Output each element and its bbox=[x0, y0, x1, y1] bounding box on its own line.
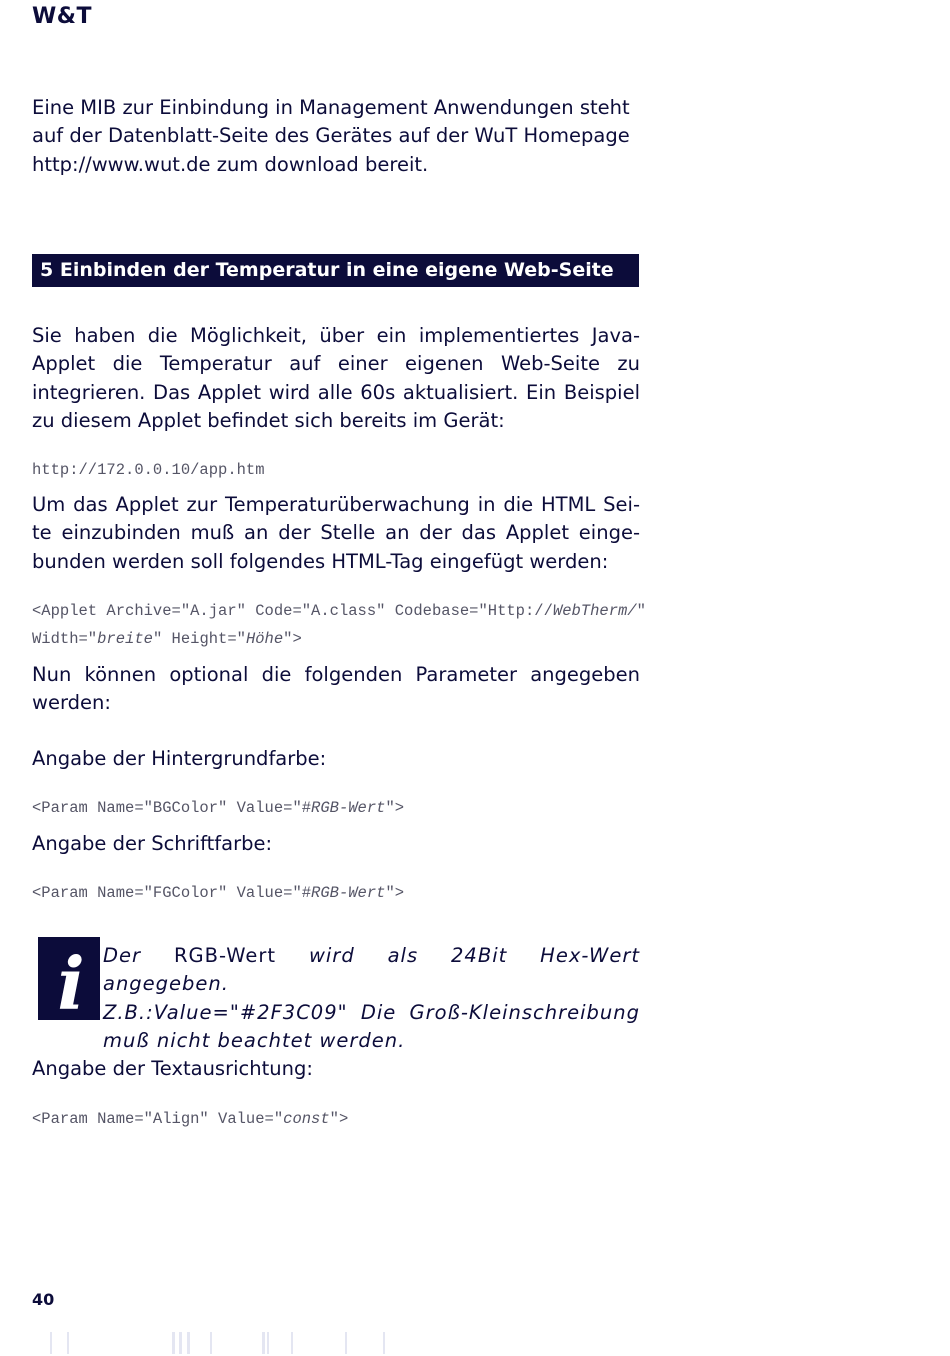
align-label bbox=[32, 1055, 640, 1083]
text-line: Um das Applet zur Temperaturüberwachung in die HTML Sei- bbox=[32, 493, 640, 516]
code-segment: "> bbox=[329, 1110, 349, 1128]
text-line: Angabe der Textausrichtung: bbox=[32, 1057, 313, 1080]
text-line: bunden werden soll folgendes HTML-Tag eingefügt werden: bbox=[32, 549, 609, 573]
embed-paragraph bbox=[32, 491, 640, 576]
code-segment: Width=" bbox=[32, 630, 98, 648]
text-line: Sie haben die Möglichkeit, über ein implementiertes Java- bbox=[32, 324, 640, 347]
code-segment: " Height=" bbox=[152, 630, 246, 648]
note-segment: RGB-Wert bbox=[173, 944, 277, 967]
text-line: Nun können optional die folgenden Parameter angegeben bbox=[32, 663, 640, 686]
bgcolor-label bbox=[32, 745, 640, 773]
code-segment: "> bbox=[283, 630, 302, 648]
code-segment: "> bbox=[385, 884, 405, 902]
section-heading: 5 Einbinden der Temperatur in eine eigene Web-Seite bbox=[32, 254, 639, 287]
align-code bbox=[32, 1105, 348, 1133]
code-placeholder: WebTherm/ bbox=[552, 602, 637, 620]
info-note bbox=[103, 942, 640, 1055]
text-line: te einzubinden muß an der Stelle an der das Applet einge- bbox=[32, 521, 640, 545]
note-line: muß nicht beachtet werden. bbox=[103, 1028, 406, 1052]
info-icon bbox=[38, 937, 100, 1020]
fgcolor-label bbox=[32, 830, 640, 858]
code-segment: "> bbox=[385, 799, 405, 817]
info-icon-letter: i bbox=[57, 941, 85, 1020]
note-line: Z.B.:Value="#2F3C09" Die Groß-Kleinschreibung bbox=[103, 1000, 640, 1024]
text-line: Eine MIB zur Einbindung in Management Anwendungen steht bbox=[32, 96, 630, 119]
code-placeholder: RGB-Wert bbox=[311, 884, 386, 902]
intro-paragraph bbox=[32, 94, 640, 179]
code-placeholder: Höhe bbox=[245, 630, 284, 648]
note-line bbox=[103, 942, 640, 999]
example-url-code: http://172.0.0.10/app.htm bbox=[32, 461, 265, 479]
applet-tag-line-2 bbox=[32, 625, 302, 653]
applet-tag-line-1 bbox=[32, 597, 646, 625]
applet-intro-paragraph bbox=[32, 322, 640, 435]
code-segment: <Param Name="Align" Value=" bbox=[32, 1110, 284, 1128]
code-segment: <Param Name="FGColor" Value="# bbox=[32, 884, 312, 902]
text-line: http://www.wut.de zum download bereit. bbox=[32, 152, 429, 176]
text-line: werden: bbox=[32, 691, 111, 715]
print-mark-bars bbox=[36, 1332, 456, 1354]
text-line: Angabe der Schriftfarbe: bbox=[32, 832, 273, 855]
text-line: auf der Datenblatt-Seite des Gerätes auf der WuT Homepage bbox=[32, 124, 630, 148]
code-placeholder: RGB-Wert bbox=[311, 799, 386, 817]
parameters-paragraph bbox=[32, 661, 640, 718]
note-segment: Der bbox=[103, 944, 142, 967]
code-placeholder: breite bbox=[97, 630, 153, 648]
bgcolor-code bbox=[32, 794, 404, 822]
code-segment: <Param Name="BGColor" Value="# bbox=[32, 799, 312, 817]
fgcolor-code bbox=[32, 879, 404, 907]
code-placeholder: const bbox=[283, 1110, 330, 1128]
note-segment: wird als 24Bit Hex-Wert angegeben. bbox=[103, 944, 641, 996]
text-line: zu diesem Applet befindet sich bereits im Gerät: bbox=[32, 408, 505, 432]
text-line: Angabe der Hintergrundfarbe: bbox=[32, 747, 327, 770]
code-segment: " bbox=[636, 602, 646, 620]
page-number: 40 bbox=[32, 1290, 55, 1309]
text-line: integrieren. Das Applet wird alle 60s aktualisiert. Ein Beispiel bbox=[32, 380, 640, 404]
brand-logo: W&T bbox=[32, 4, 92, 29]
code-segment: <Applet Archive="A.jar" Code="A.class" Codebase="Http:// bbox=[32, 602, 553, 620]
text-line: Applet die Temperatur auf einer eigenen Web-Seite zu bbox=[32, 352, 640, 376]
